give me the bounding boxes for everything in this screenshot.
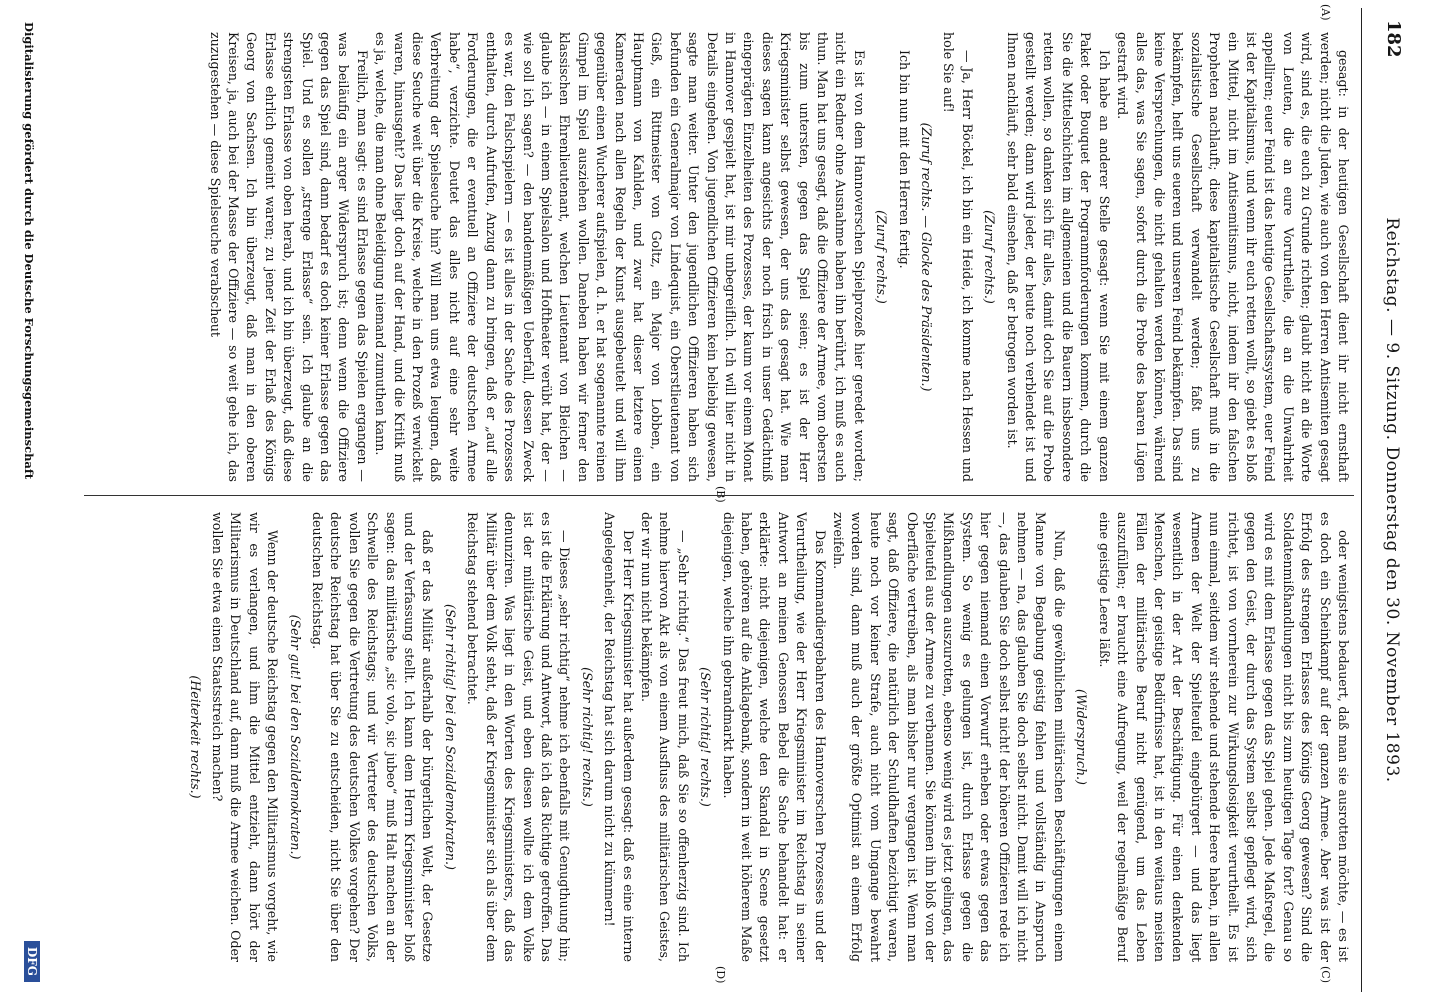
right-paragraph-10: daß er das Militär außerhalb der bürgerlichen Welt, der Gesetze und der Verfassung stellt. Ich kann dem Herrn Kriegsminister bloß sagen: das militärische „sic volo, sic jubeo“ muß Halt machen an der Schwelle des Reichstags; und wir Vertreter des deutschen Volks, wollen Sie gegen die Vertretung des deutschen Volkes vorgehen? Der deutsche Reichstag hat über Sie zu entscheiden, nicht Sie über den deutschen Reichstag. [310,512,436,962]
left-interjection-4: (Zuruf rechts. — Glocke des Präsidenten.) [919,122,935,392]
margin-mark-c: (C) [1319,966,1332,983]
left-paragraph-8: Freilich, man sagt: es sind Erlasse gegen das Spielen ergangen — was beiläufig ein arger Widerspruch ist; denn wenn die Offiziere gegen das Spiel sind, dann bedarf es doch keiner Erlasse gegen das Spiel. Und es sollen „strenge Erlasse“ sein. Ich glaube an die strengsten Erlasse von oben herab, und ich bin überzeugt, daß diese Erlasse ehrlich gemeint waren; zu jener Zeit der Erlaß des Königs Georg von Sachsen. Ich bin überzeugt, daß man in den oberen Kreisen, ja, auch bei der Masse der Offiziere — so weit gehe ich, das zuzugestehen — diese Spielseuche verabscheut [207,32,370,482]
running-title: Reichstag. — 9. Sitzung. Donnerstag den 30. November 1893. [1382,217,1402,783]
left-interjection-6: (Zuruf rechts.) [874,210,890,304]
dfg-logo: DFG [24,941,40,982]
margin-mark-a: (A) [1319,4,1332,21]
left-paragraph-7: Es ist von dem Hannoverschen Spielprozeß hier geredet worden; nicht ein Redner ohne Ausnahme haben ihn berührt, ich muß es auch thun. Man hat uns gesagt, daß die Offiziere der Armee, vom obersten bis zum untersten, gegen das Spiel seien; es ist der Herr Kriegsminister selbst gewesen, der uns das gesagt hat. Wie man dieses sagen kann angesichts der noch frisch in unser Gedächtniß eingeprägten Einzelheiten des Prozesses, der kaum vor einem Monat in Hannover gespielt hat, ist mir unbegreiflich. Ich will hier nicht in Details eingehen. Von jugendlichen Offizieren kein beliebig gewesen, sagte man weiter. Unter den jugendlichen Offizieren haben sich befunden ein Generalmajor von Lindequist, ein Oberstlieutenant von Gieß, ein Rittmeister von Goltz, ein Major von Lobben, ein Hauptmann von Kahlden, und zwar hat dieser letztere einen Kameraden nach allen Regeln der Kunst ausgebeutelt und will ihm gegenüber einen Wucherer aufspielen, d. h. er hat sogenannte reinen Gimpel im Spiel ausziehen wollen. Daneben haben wir ferner den klassischen Ehrenlieutenant, welchen Lieutenant von Bleichen — glaube ich — in einem Spielsalon und Hoftheater verübt hat, der — wie soll ich sagen? — den bandenmäßigen Ueberfall, dessen Zweck es war, den Falschspielern — es ist alles in der Sache des Prozesses enthalten, durch Aufrufen, Anzug dann zu bringen, daß er „auf alle Forderungen, die er eventuell an Offiziere der deutschen Armee habe“, verzichte. Deutet das alles nicht auf eine sehr weite Verbreitung der Spielseuche hin? Will man uns etwa leugnen, daß diese Seuche weit über die Kreise, welche in den Prozeß verwickelt waren, hinausgeht? Das liegt doch auf der Hand, und die Kritik muß es ja, welche, die man ohne Beleidigung niemand zumuthen kann. [373,32,867,482]
margin-mark-d: (D) [714,966,727,984]
page-header [1364,0,1410,1000]
right-paragraph-3: Das Kommandiergebahren des Hannoverschen Prozesses und der Verurtheilung, wie der Herr Kriegsminister im Reichstag in seiner Antwort an meinen Genossen Bebel die Sache behandelt hat: er erklärte: nicht diejenigen, welche den Skandal in Scene gesetzt haben, gehören auf die Anklagebank, sondern in weit höherem Maße diejenigen, welche ihn gebrandmarkt haben. [720,512,828,962]
right-paragraph-8: — Dieses „sehr richtig“ nehme ich ebenfalls mit Genugthuung hin; es ist die Erklärung und Antwort, daß ich das Richtige getroffen. Das ist der militärische Geist, und eben diesen wollte ich dem Volke denunziren. Was liegt in den Worten des Kriegsministers, daß das Militär über dem Volk steht, daß der Kriegsminister sich als über dem Reichstag stehend betrachtet. [465,512,573,962]
right-interjection-13: (Heiterkeit rechts.) [187,675,203,799]
column-divider [84,495,1354,496]
margin-mark-b: (B) [714,486,727,503]
right-interjection-1: (Widerspruch.) [1074,689,1090,785]
right-paragraph-2: Nun, daß die gewöhnlichen militärischen Beschäftigungen einem Manne von Begabung geistig fehlen und vollständig in Anspruch nehmen — na, das glauben Sie doch selbst nicht. Damit will ich nicht —, das glauben Sie doch selbst nicht! der höheren Offizieren rede ich hier gegen niemand einen Vorwurf erheben oder etwas gegen das System. So wenig es gelungen ist, durch Erlasse gegen die Mißhandlungen auszurotten, ebenso wenig wird es jetzt gelingen, das Spielteufel aus der Armee zu verbannen. Sie können ihn bloß von der Oberfläche vertreiben, als man bisher nur vergangen ist. Wenn man sagt, daß Offiziere, die natürlich der Schuldhaften bezichtigt waren, heute noch vor keiner Strafe, auch nicht vom Umgange bewahrt worden sind, dann muß auch der größte Optimist an einem Erfolg zweifeln. [831,512,1067,962]
right-paragraph-5: — „Sehr richtig.“ Das freut mich, daß Sie so offenherzig sind. Ich nehme hiervon Akt als von einem Ausfluss des militärischen Geistes, der wir nun nicht bekämpfen. [638,512,691,962]
left-text-column [87,32,1352,482]
digitization-note: Digitalisierung gefördert durch die Deutsche Forschungsgemeinschaft [22,22,36,480]
right-paragraph-0: oder wenigstens bedauert, daß man sie ausrotten möchte, — es ist es doch ein Scheinkampf auf der ganzen Armee. Aber was ist der Erfolg des strengen Erlasses des Königs Georg gewesen? Sind die Soldatenmißhandlungen nicht bis zum heutigen Tage fort? Genau so wird es mit dem Erlasse gegen das Spiel gehen. Jede Maßregel, die gegen den Geist, der durch das System selbst gepflegt wird, sich richtet, ist von vornherein zur Wirkungslosigkeit verurtheilt. Es ist nun einmal, seitdem wir stehende und stehende Heere haben, in allen Armeen der Welt der Spielteufel eingebürgert — und das liegt wesentlich in der Art der Beschäftigung. Für einen denkenden Menschen, der geistige Bedürfnisse hat, ist in den weitaus meisten Fällen der militärische Beruf nicht genügend, um das Leben auszufüllen; er braucht eine Aufregung, weil der regelmäßige Beruf eine geistige Leere läßt. [1096,512,1351,962]
left-paragraph-3: — Ja, Herr Böckel, ich bin ein Heide, ich komme nach Hessen und hole Sie auf! [941,32,975,482]
page-number: 182 [1383,20,1404,58]
right-interjection-7: (Sehr richtig! rechts.) [579,667,595,807]
right-interjection-4: (Sehr richtig! rechts.) [698,667,714,807]
left-paragraph-1: Ich habe an anderer Stelle gesagt: wenn Sie mit einem ganzen Paket oder Bouquet der Programmforderungen kommen, durch die Sie die Mittelschichten im allgemeinen und die Bauern insbesondere retten wollen, so danken sich für alles, damit doch Sie auf die Probe gestellt werden; dann wird jeder, der heute noch verblendet ist und Ihnen nachläuft, sehr bald einsehen, daß er betrogen worden ist. [1004,32,1112,482]
left-paragraph-5: Ich bin nun mit den Herren fertig. [896,50,912,269]
header-rule [1361,8,1362,992]
left-paragraph-0: gesagt: in der heutigen Gesellschaft dient ihr nicht ernsthaft werden; nicht die Juden, wie auch von den Herren Antisemiten gesagt wird, sind es, die euch zu Grunde richten; glaubt nicht an die Worte von Leuten, die an eure Vorurtheile, die an die Unwahrheit appelliren; euer Feind ist das heutige Gesellschaftssystem, euer Feind ist der Kapitalismus, und wenn ihr euch retten wollt, so giebt es bloß ein Mittel, nicht im Antisemitismus, nicht, indem ihr den falschen Propheten nachlauft; diese kapitalistische Gesellschaft muß in die sozialistische Gesellschaft verwandelt werden; faßt uns zu bekämpfen, helft uns eueren und unseren Feind bekämpfen. Das sind keine Versprechungen, die nicht gehalten werden können, während alles das, was Sie sagen, sofort durch die Probe des baaren Lügen gestraft wird. [1115,32,1351,482]
right-text-column [87,512,1352,962]
right-paragraph-12: Wenn der deutsche Reichstag gegen den Militarismus vorgeht, wie wir es verlangen, und ihm die Mittel entzieht, dann hört der Militarismus in Deutschland auf, dann muß die Armee weichen. Oder wollen Sie etwa einen Staatsstreich machen? [210,512,281,962]
right-interjection-11: (Sehr gut! bei den Sozialdemokraten.) [287,614,303,860]
right-paragraph-6: Der Herr Kriegsminister hat außerdem gesagt: daß es eine interne Angelegenheit, der Reichstag hat sich darum nicht zu kümmern! [602,512,636,962]
right-interjection-9: (Sehr richtig! bei den Sozialdemokraten.) [442,604,458,870]
left-interjection-2: (Zuruf rechts.) [982,210,998,304]
